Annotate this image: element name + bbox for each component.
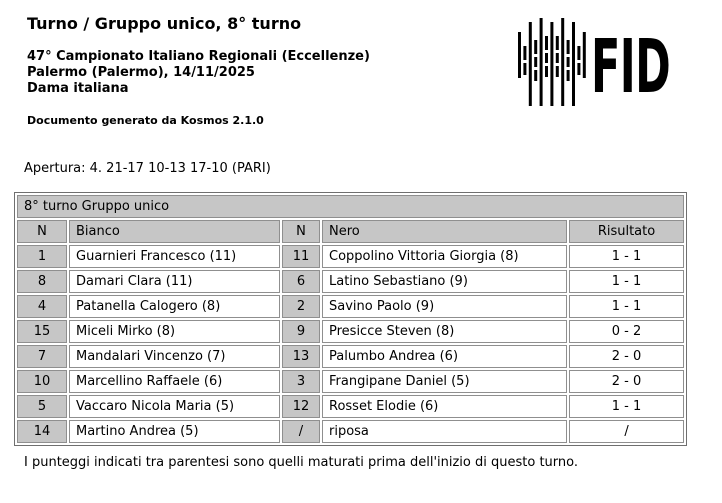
black-player: Palumbo Andrea (6) bbox=[322, 345, 567, 368]
black-player: Frangipane Daniel (5) bbox=[322, 370, 567, 393]
pairing-row bbox=[17, 420, 684, 443]
result: 1 - 1 bbox=[569, 270, 684, 293]
black-player: Savino Paolo (9) bbox=[322, 295, 567, 318]
footer-note: I punteggi indicati tra parentesi sono quelli maturati prima dell'inizio di questo turno. bbox=[24, 455, 578, 470]
fid-logo-bars-icon bbox=[518, 18, 586, 106]
black-number: 2 bbox=[282, 295, 320, 318]
white-number: 5 bbox=[17, 395, 67, 418]
result: 2 - 0 bbox=[569, 345, 684, 368]
event-name: 47° Campionato Italiano Regionali (Eccellenze) bbox=[27, 49, 370, 64]
black-number: 12 bbox=[282, 395, 320, 418]
black-number: 9 bbox=[282, 320, 320, 343]
black-number: / bbox=[282, 420, 320, 443]
column-header-white: Bianco bbox=[69, 220, 280, 243]
black-player: Presicce Steven (8) bbox=[322, 320, 567, 343]
white-player: Marcellino Raffaele (6) bbox=[69, 370, 280, 393]
black-player: riposa bbox=[322, 420, 567, 443]
black-number: 11 bbox=[282, 245, 320, 268]
column-header-white-number: N bbox=[17, 220, 67, 243]
pairing-row bbox=[17, 345, 684, 368]
white-player: Patanella Calogero (8) bbox=[69, 295, 280, 318]
table-title: 8° turno Gruppo unico bbox=[17, 195, 684, 218]
event-discipline: Dama italiana bbox=[27, 81, 129, 96]
pairing-row bbox=[17, 320, 684, 343]
black-number: 6 bbox=[282, 270, 320, 293]
white-number: 14 bbox=[17, 420, 67, 443]
white-player: Vaccaro Nicola Maria (5) bbox=[69, 395, 280, 418]
black-number: 3 bbox=[282, 370, 320, 393]
black-number: 13 bbox=[282, 345, 320, 368]
fid-logo-text: FID bbox=[591, 24, 671, 110]
white-player: Martino Andrea (5) bbox=[69, 420, 280, 443]
pairing-row bbox=[17, 245, 684, 268]
white-number: 4 bbox=[17, 295, 67, 318]
opening-moves-line: Apertura: 4. 21-17 10-13 17-10 (PARI) bbox=[24, 161, 271, 176]
white-number: 8 bbox=[17, 270, 67, 293]
pairing-row bbox=[17, 295, 684, 318]
table-header-row bbox=[17, 220, 684, 243]
white-player: Mandalari Vincenzo (7) bbox=[69, 345, 280, 368]
result: 1 - 1 bbox=[569, 245, 684, 268]
result: 1 - 1 bbox=[569, 395, 684, 418]
pairing-row bbox=[17, 370, 684, 393]
result: 2 - 0 bbox=[569, 370, 684, 393]
white-player: Guarnieri Francesco (11) bbox=[69, 245, 280, 268]
black-player: Rosset Elodie (6) bbox=[322, 395, 567, 418]
pairing-row bbox=[17, 270, 684, 293]
result: 1 - 1 bbox=[569, 295, 684, 318]
pairing-row bbox=[17, 395, 684, 418]
white-number: 7 bbox=[17, 345, 67, 368]
white-number: 1 bbox=[17, 245, 67, 268]
black-player: Coppolino Vittoria Giorgia (8) bbox=[322, 245, 567, 268]
fid-logo bbox=[518, 16, 688, 110]
page-title: Turno / Gruppo unico, 8° turno bbox=[27, 14, 302, 33]
white-player: Miceli Mirko (8) bbox=[69, 320, 280, 343]
black-player: Latino Sebastiano (9) bbox=[322, 270, 567, 293]
generator-note: Documento generato da Kosmos 2.1.0 bbox=[27, 114, 264, 127]
round-pairings-table bbox=[14, 192, 687, 446]
column-header-result: Risultato bbox=[569, 220, 684, 243]
white-number: 15 bbox=[17, 320, 67, 343]
event-place-date: Palermo (Palermo), 14/11/2025 bbox=[27, 65, 255, 80]
event-info bbox=[27, 49, 370, 97]
column-header-black: Nero bbox=[322, 220, 567, 243]
column-header-black-number: N bbox=[282, 220, 320, 243]
table-title-row bbox=[17, 195, 684, 218]
result: / bbox=[569, 420, 684, 443]
white-number: 10 bbox=[17, 370, 67, 393]
result: 0 - 2 bbox=[569, 320, 684, 343]
white-player: Damari Clara (11) bbox=[69, 270, 280, 293]
